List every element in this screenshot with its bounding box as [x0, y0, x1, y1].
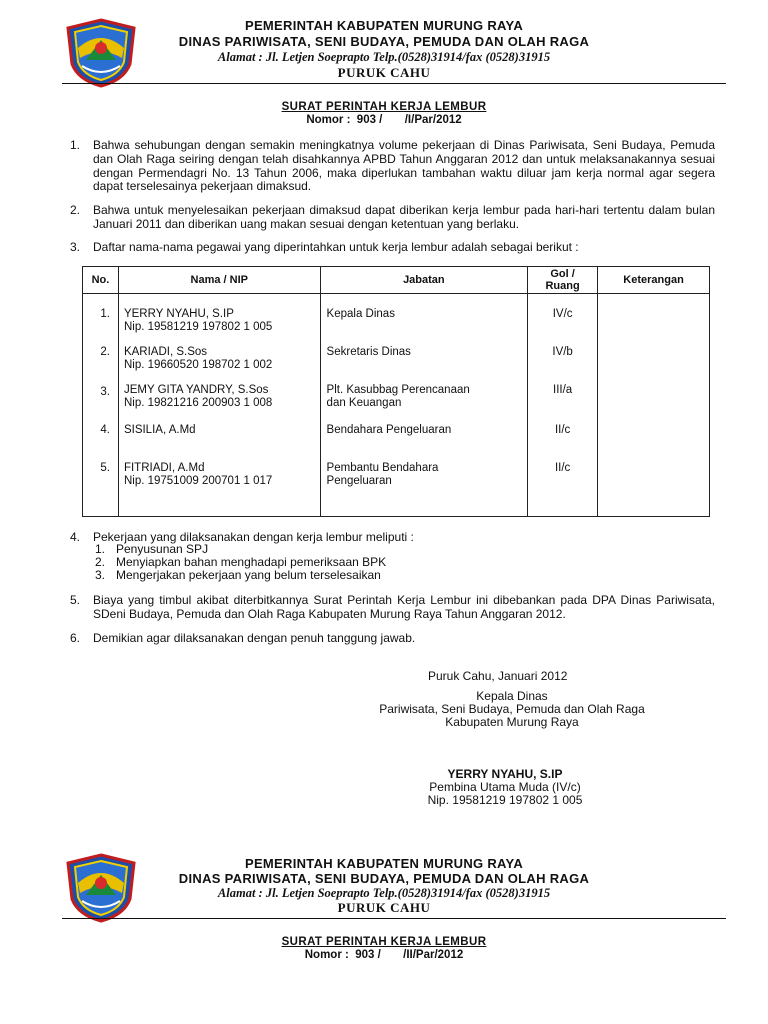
paragraph-text: Pekerjaan yang dilaksanakan dengan kerja lembur meliputi : [93, 530, 414, 544]
letter-number: Nomor : 903 / /I/Par/2012 [306, 114, 462, 126]
paragraph-number: 4. [70, 530, 81, 544]
paragraph-number: 6. [70, 631, 81, 645]
letter-title: SURAT PERINTAH KERJA LEMBUR [281, 101, 487, 113]
agency-name: PEMERINTAH KABUPATEN MURUNG RAYA [244, 856, 524, 871]
department-name: DINAS PARIWISATA, SENI BUDAYA, PEMUDA DAN OLAH RAGA [178, 871, 590, 886]
employee-nip: Nip. 19821216 200903 1 008 [123, 397, 273, 409]
signatory-rank: Pembina Utama Muda (IV/c) [429, 780, 581, 794]
header-name: Nama / NIP [118, 267, 320, 294]
position: Bendahara Pengeluaran [326, 424, 452, 436]
paragraph-number: 1. [70, 138, 81, 152]
table-body-row [83, 294, 710, 517]
staff-table [82, 266, 710, 517]
header-divider [62, 918, 726, 919]
letter-number: Nomor : 903 / /II/Par/2012 [304, 949, 464, 961]
paragraph-text: Demikian agar dilaksanakan dengan penuh tanggung jawab. [93, 631, 416, 645]
paragraph-text: Daftar nama-nama pegawai yang diperintahkan untuk kerja lembur adalah sebagai berikut : [93, 240, 579, 254]
position: Pembantu Bendahara [326, 462, 439, 474]
header-grade: Gol / Ruang [528, 267, 598, 294]
paragraph-text: Bahwa untuk menyelesaikan pekerjaan dimaksud dapat diberikan kerja lembur pada hari-hari tertentu dalam bulan Januari 2011 dan diberikan uang makan sesuai dengan ketentuan yang berlaku. [93, 203, 715, 231]
employee-name: FITRIADI, A.Md [123, 462, 205, 474]
sub-text: Menyiapkan bahan menghadapi pemeriksaan BPK [116, 555, 387, 569]
position: Plt. Kasubbag Perencanaan [326, 384, 470, 396]
sub-number: 1. [95, 542, 106, 556]
paragraph-number: 2. [70, 203, 81, 217]
grade: IV/b [552, 346, 573, 358]
letter-title: SURAT PERINTAH KERJA LEMBUR [281, 936, 487, 948]
col-notes [598, 294, 710, 517]
grade: III/a [553, 384, 573, 396]
department-name: DINAS PARIWISATA, SENI BUDAYA, PEMUDA DAN OLAH RAGA [178, 34, 590, 49]
signatory-name: YERRY NYAHU, S.IP [447, 767, 563, 781]
paragraph-number: 5. [70, 593, 81, 607]
employee-nip: Nip. 19751009 200701 1 017 [123, 475, 273, 487]
city: PURUK CAHU [337, 65, 431, 80]
signatory-regency: Kabupaten Murung Raya [445, 715, 579, 729]
sub-number: 2. [95, 555, 106, 569]
col-no [83, 294, 119, 517]
row-no: 5. [100, 462, 110, 474]
sub-number: 3. [95, 568, 106, 582]
paragraph-text: Biaya yang timbul akibat diterbitkannya Surat Perintah Kerja Lembur ini dibebankan pada DPA Dinas Pariwisata, SDeni Budaya, Pemuda dan Olah Raga Kabupaten Murung Raya Tahun Anggaran 2012. [93, 593, 715, 621]
sub-text: Mengerjakan pekerjaan yang belum terselesaikan [116, 568, 381, 582]
employee-nip: Nip. 19581219 197802 1 005 [123, 321, 273, 333]
city: PURUK CAHU [337, 900, 431, 915]
position: Sekretaris Dinas [326, 346, 411, 358]
position-cont: dan Keuangan [326, 397, 402, 409]
sub-text: Penyusunan SPJ [116, 542, 209, 556]
agency-name: PEMERINTAH KABUPATEN MURUNG RAYA [244, 18, 524, 33]
col-grade [528, 294, 598, 517]
employee-name: YERRY NYAHU, S.IP [123, 308, 234, 320]
header-notes: Keterangan [598, 267, 710, 294]
row-no: 4. [100, 424, 110, 436]
employee-name: KARIADI, S.Sos [123, 346, 208, 358]
row-no: 3. [100, 386, 110, 398]
address: Alamat : Jl. Letjen Soeprapto Telp.(0528)31914/fax (0528)31915 [217, 50, 551, 64]
grade: II/c [554, 462, 571, 474]
col-position [320, 294, 528, 517]
address: Alamat : Jl. Letjen Soeprapto Telp.(0528)31914/fax (0528)31915 [217, 886, 551, 900]
header-position: Jabatan [320, 267, 528, 294]
signatory-role: Kepala Dinas [476, 689, 548, 703]
table-header-row [83, 267, 710, 294]
grade: IV/c [552, 308, 573, 320]
employee-name: JEMY GITA YANDRY, S.Sos [123, 384, 269, 396]
header-no: No. [83, 267, 119, 294]
employee-name: SISILIA, A.Md [123, 424, 196, 436]
place-date: Puruk Cahu, Januari 2012 [428, 669, 568, 683]
position: Kepala Dinas [326, 308, 395, 320]
paragraph-text: Bahwa sehubungan dengan semakin meningkatnya volume pekerjaan di Dinas Pariwisata, Seni Budaya, Pemuda dan Olah Raga seiring dengan telah disahkannya APBD Tahun Anggaran 2012 dan untuk melaksanakannya sesuai dengan Permendagri No. 13 Tahun 2006, maka diperlukan tambahan waktu diluar jam kerja normal agar segera dapat terselesainya pekerjaan dimaksud. [93, 138, 715, 194]
position-cont: Pengeluaran [326, 475, 392, 487]
header-divider [62, 83, 726, 84]
row-no: 2. [100, 346, 110, 358]
employee-nip: Nip. 19660520 198702 1 002 [123, 359, 273, 371]
signatory-office: Pariwisata, Seni Budaya, Pemuda dan Olah Raga [379, 702, 645, 716]
signatory-nip: Nip. 19581219 197802 1 005 [427, 793, 583, 807]
paragraph-number: 3. [70, 240, 81, 254]
col-name [118, 294, 320, 517]
row-no: 1. [100, 308, 110, 320]
grade: II/c [554, 424, 571, 436]
